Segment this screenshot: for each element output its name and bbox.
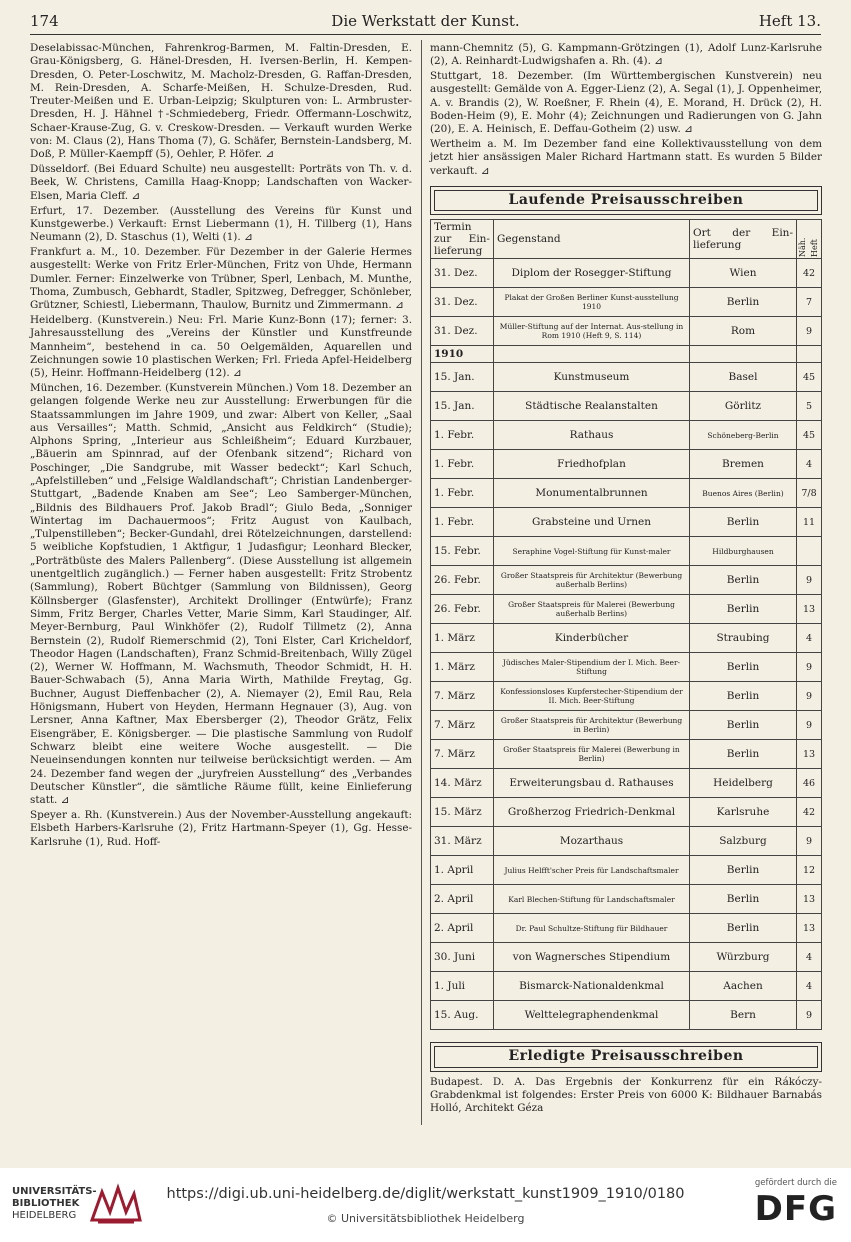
cell-date: 15. Febr. — [431, 537, 494, 566]
cell-place: Würzburg — [690, 943, 797, 972]
cell-number: 9 — [797, 653, 822, 682]
cell-number: 13 — [797, 914, 822, 943]
cell-subject: Großherzog Friedrich-Denkmal — [494, 798, 690, 827]
cell-date: 2. April — [431, 885, 494, 914]
article-paragraph: Stuttgart, 18. Dezember. (Im Württembergischen Kunstverein) neu ausgestellt: Gemälde von A. Egger-Lienz (2), A. Segal (1), J. Oppenheimer, A. v. Brandis (2), W. Roeßner, F. Rhein (4), E. Morand, H. Drück (2), H. Boden-Heim (9), E. Mohr (4); Zeichnungen und Radierungen von G. Jahn (20), E. A. Heinisch, E. Deffau-Gotheim (2) usw. ⊿ — [430, 70, 822, 136]
table-row — [431, 450, 822, 479]
cell-place: Berlin — [690, 711, 797, 740]
cell-number: 9 — [797, 317, 822, 346]
cell-date: 15. März — [431, 798, 494, 827]
competitions-table — [430, 219, 822, 1030]
cell-place: Buenos Aires (Berlin) — [690, 479, 797, 508]
cell-place: Berlin — [690, 653, 797, 682]
cell-number: 42 — [797, 798, 822, 827]
journal-title: Die Werkstatt der Kunst. — [331, 12, 520, 30]
permalink-url[interactable]: https://digi.ub.uni-heidelberg.de/diglit/werkstatt_kunst1909_1910/0180 — [166, 1186, 685, 1202]
cell-subject: Dr. Paul Schultze-Stiftung für Bildhauer — [494, 914, 690, 943]
completed-text: Budapest. D. A. Das Ergebnis der Konkurrenz für ein Rákóczy-Grabdenkmal ist folgendes: Erster Preis von 6000 K: Bildhauer Barnabás Holló, Architekt Géza — [430, 1075, 822, 1115]
cell-date: 1. April — [431, 856, 494, 885]
cell-number: 42 — [797, 259, 822, 288]
page-number: 174 — [30, 12, 59, 30]
table-row — [431, 288, 822, 317]
cell-number: 7 — [797, 288, 822, 317]
library-line-2: BIBLIOTHEK — [12, 1198, 80, 1209]
table-row — [431, 1001, 822, 1030]
cell-subject: von Wagnersches Stipendium — [494, 943, 690, 972]
page-header — [30, 12, 821, 32]
cell-subject: Seraphine Vogel-Stiftung für Kunst-maler — [494, 537, 690, 566]
cell-number — [797, 537, 822, 566]
cell-subject: Monumentalbrunnen — [494, 479, 690, 508]
cell-place: Berlin — [690, 288, 797, 317]
article-paragraph: Deselabissac-München, Fahrenkrog-Barmen, M. Faltin-Dresden, E. Grau-Königsberg, G. Hänel-Dresden, H. Iversen-Berlin, H. Kempen-Dresden, O. Peter-Loschwitz, M. Macholz-Dresden, G. Raffan-Dresden, M. Rein-Dresden, A. Scharfe-Meißen, H. Schulze-Dresden, Rud. Treuter-Meißen und E. Urban-Leipzig; Skulpturen von: L. Armbruster-Dresden, H. J. Hähnel †-Schmiedeberg, Friedr. Offermann-Loschwitz, Schaer-Krause-Zug, G. v. Creskow-Dresden. — Verkauft wurden Werke von: M. Claus (2), Hans Thoma (7), G. Schäfer, Bernstein-Landsberg, M. Doß, P. Müller-Kaempff (5), Oehler, P. Höfer. ⊿ — [30, 42, 412, 161]
table-row — [431, 885, 822, 914]
cell-place: Schöneberg-Berlin — [690, 421, 797, 450]
cell-subject: Welttelegraphendenkmal — [494, 1001, 690, 1030]
cell-number: 4 — [797, 450, 822, 479]
article-paragraph: Erfurt, 17. Dezember. (Ausstellung des Vereins für Kunst und Kunstgewerbe.) Verkauft: Ernst Liebermann (1), H. Tillberg (1), Hans Neumann (2), D. Staschus (1), Welti (1). ⊿ — [30, 204, 412, 244]
table-row — [431, 711, 822, 740]
cell-place: Basel — [690, 363, 797, 392]
cell-date: 2. April — [431, 914, 494, 943]
table-row — [431, 566, 822, 595]
cell-date: 7. März — [431, 740, 494, 769]
cell-number: 11 — [797, 508, 822, 537]
cell-place: Görlitz — [690, 392, 797, 421]
running-competitions-heading — [430, 186, 822, 215]
year-row — [431, 346, 822, 363]
cell-date: 15. Jan. — [431, 363, 494, 392]
col-header-date: Termin zur Ein-lieferung — [431, 220, 494, 259]
article-paragraph: Wertheim a. M. Im Dezember fand eine Kollektivausstellung von dem jetzt hier ansässigen Maler Richard Hartmann statt. Es wurden 5 Bilder verkauft. ⊿ — [430, 138, 822, 177]
cell-place: Heidelberg — [690, 769, 797, 798]
rows-1909 — [431, 259, 822, 346]
cell-subject: Erweiterungsbau d. Rathauses — [494, 769, 690, 798]
year-label: 1910 — [431, 346, 494, 363]
cell-subject: Grabsteine und Urnen — [494, 508, 690, 537]
cell-subject: Großer Staatspreis für Malerei (Bewerbung außerhalb Berlins) — [494, 595, 690, 624]
library-line-3: HEIDELBERG — [12, 1210, 77, 1221]
cell-subject: Müller-Stiftung auf der Internat. Aus-stellung in Rom 1910 (Heft 9, S. 114) — [494, 317, 690, 346]
col-header-number — [797, 220, 822, 259]
cell-date: 26. Febr. — [431, 595, 494, 624]
table-row — [431, 856, 822, 885]
cell-subject: Großer Staatspreis für Malerei (Bewerbung in Berlin) — [494, 740, 690, 769]
cell-place: Rom — [690, 317, 797, 346]
cell-date: 30. Juni — [431, 943, 494, 972]
dfg-logo: DFG — [754, 1189, 837, 1229]
cell-date: 1. Juli — [431, 972, 494, 1001]
cell-subject: Friedhofplan — [494, 450, 690, 479]
completed-competitions-heading — [430, 1042, 822, 1071]
cell-date: 31. Dez. — [431, 259, 494, 288]
cell-date: 1. Febr. — [431, 421, 494, 450]
cell-number: 4 — [797, 972, 822, 1001]
rows-1910 — [431, 363, 822, 1030]
cell-subject: Bismarck-Nationaldenkmal — [494, 972, 690, 1001]
table-row — [431, 259, 822, 288]
cell-place: Aachen — [690, 972, 797, 1001]
table-row — [431, 827, 822, 856]
cell-date: 1. Febr. — [431, 508, 494, 537]
cell-subject: Kinderbücher — [494, 624, 690, 653]
table-row — [431, 943, 822, 972]
cell-subject: Großer Staatspreis für Architektur (Bewerbung in Berlin) — [494, 711, 690, 740]
table-row — [431, 740, 822, 769]
cell-subject: Jüdisches Maler-Stipendium der I. Mich. Beer-Stiftung — [494, 653, 690, 682]
table-header-row — [431, 220, 822, 259]
cell-place: Karlsruhe — [690, 798, 797, 827]
library-line-1: UNIVERSITÄTS- — [12, 1186, 97, 1197]
col-header-place: Ort der Ein-lieferung — [690, 220, 797, 259]
cell-number: 9 — [797, 682, 822, 711]
header-rule — [30, 34, 821, 35]
table-row — [431, 972, 822, 1001]
cell-place: Bern — [690, 1001, 797, 1030]
table-row — [431, 421, 822, 450]
cell-date: 1. März — [431, 624, 494, 653]
cell-number: 45 — [797, 421, 822, 450]
cell-place: Salzburg — [690, 827, 797, 856]
cell-date: 1. Febr. — [431, 479, 494, 508]
cell-number: 9 — [797, 1001, 822, 1030]
cell-date: 26. Febr. — [431, 566, 494, 595]
cell-place: Berlin — [690, 566, 797, 595]
running-competitions-title: Laufende Preisausschreiben — [434, 190, 818, 211]
cell-subject: Diplom der Rosegger-Stiftung — [494, 259, 690, 288]
cell-date: 1. März — [431, 653, 494, 682]
table-row — [431, 508, 822, 537]
article-paragraph: Düsseldorf. (Bei Eduard Schulte) neu ausgestellt: Porträts von Th. v. d. Beek, W. Christens, Camilla Haag-Knopp; Landschaften von Wacker-Elsen, Maria Cleff. ⊿ — [30, 163, 412, 202]
column-separator — [421, 40, 422, 1125]
table-row — [431, 537, 822, 566]
completed-competitions-title: Erledigte Preisausschreiben — [434, 1046, 818, 1067]
cell-number: 12 — [797, 856, 822, 885]
copyright-notice: © Universitätsbibliothek Heidelberg — [326, 1212, 525, 1225]
cell-date: 31. Dez. — [431, 317, 494, 346]
cell-number: 4 — [797, 624, 822, 653]
cell-place: Berlin — [690, 595, 797, 624]
table-row — [431, 363, 822, 392]
cell-subject: Karl Blechen-Stiftung für Landschaftsmaler — [494, 885, 690, 914]
cell-date: 7. März — [431, 711, 494, 740]
year-divider — [431, 346, 822, 363]
table-row — [431, 653, 822, 682]
issue-number: Heft 13. — [758, 12, 821, 30]
cell-subject: Städtische Realanstalten — [494, 392, 690, 421]
cell-date: 31. März — [431, 827, 494, 856]
cell-subject: Konfessionsloses Kupferstecher-Stipendium der II. Mich. Beer-Stiftung — [494, 682, 690, 711]
cell-number: 13 — [797, 885, 822, 914]
cell-date: 31. Dez. — [431, 288, 494, 317]
table-row — [431, 479, 822, 508]
article-paragraph: mann-Chemnitz (5), G. Kampmann-Grötzingen (1), Adolf Lunz-Karlsruhe (2), A. Reinhardt-Ludwigshafen a. Rh. (4). ⊿ — [430, 42, 822, 68]
funding-caption: gefördert durch die — [754, 1178, 837, 1188]
table-row — [431, 682, 822, 711]
cell-place: Wien — [690, 259, 797, 288]
table-row — [431, 798, 822, 827]
right-column — [430, 42, 822, 1117]
cell-number: 4 — [797, 943, 822, 972]
cell-date: 1. Febr. — [431, 450, 494, 479]
cell-number: 13 — [797, 595, 822, 624]
cell-place: Berlin — [690, 885, 797, 914]
article-paragraph: Heidelberg. (Kunstverein.) Neu: Frl. Marie Kunz-Bonn (17); ferner: 3. Jahresausstellung des „Vereins der Künstler und Kunstfreunde Mannheim“, bestehend in ca. 50 Oelgemälden, Aquarellen und Zeichnungen sowie 10 plastischen Werken; Frl. Frieda Apfel-Heidelberg (5), Heinr. Hoffmann-Heidelberg (12). ⊿ — [30, 313, 412, 380]
cell-number: 45 — [797, 363, 822, 392]
table-row — [431, 914, 822, 943]
cell-subject: Kunstmuseum — [494, 363, 690, 392]
table-row — [431, 392, 822, 421]
article-paragraph: Frankfurt a. M., 10. Dezember. Für Dezember in der Galerie Hermes ausgestellt: Werke von Fritz Erler-München, Fritz von Uhde, Hermann Dumler. Ferner: Einzelwerke von Trübner, Sperl, Lenbach, M. Munthe, Thoma, Zumbusch, Gebhardt, Stadler, Spitzweg, Defregger, Schönleber, Grützner, Schiestl, Liebermann, Thaulow, Burnitz und Zimmermann. ⊿ — [30, 245, 412, 312]
cell-subject: Mozarthaus — [494, 827, 690, 856]
cell-subject: Plakat der Großen Berliner Kunst-ausstellung 1910 — [494, 288, 690, 317]
cell-number: 9 — [797, 827, 822, 856]
cell-place: Straubing — [690, 624, 797, 653]
cell-place: Berlin — [690, 914, 797, 943]
cell-number: 5 — [797, 392, 822, 421]
cell-number: 9 — [797, 711, 822, 740]
table-row — [431, 595, 822, 624]
cell-subject: Großer Staatspreis für Architektur (Bewerbung außerhalb Berlins) — [494, 566, 690, 595]
cell-number: 13 — [797, 740, 822, 769]
col-header-subject: Gegenstand — [494, 220, 690, 259]
cell-number: 7/8 — [797, 479, 822, 508]
cell-place: Berlin — [690, 740, 797, 769]
cell-date: 7. März — [431, 682, 494, 711]
viewer-footer — [0, 1168, 851, 1242]
article-paragraph: München, 16. Dezember. (Kunstverein München.) Vom 18. Dezember an gelangen folgende Werke neu zur Ausstellung: Erwerbungen für die Staatssammlungen im Jahre 1909, und zwar: Albert von Keller, „Saal aus Versailles“; Matth. Schmid, „Ansicht aus Feldkirch“ (Studie); Alphons Spring, „Interieur aus Schleißheim“; Eduard Kurzbauer, „Bäuerin am Spinnrad, auf der Ofenbank sitzend“; Richard von Poschinger, „Die Sandgrube, mit Wasser bedeckt“; Karl Schuch, „Apfelstilleben“ und „Felsige Waldlandschaft“; Christian Landenberger-Stuttgart, „Badende Knaben am See“; Leo Samberger-München, „Bildnis des Bildhauers Prof. Jakob Bradl“; Giulo Beda, „Sonniger Wintertag im Dachauermoos“; Fritz August von Kaulbach, „Tulpenstilleben“; Becker-Gundahl, drei Rötelzeichnungen, darstellend: 5 weibliche Kopfstudien, 1 Aktfigur, 1 Judasfigur; Leonhard Blecker, „Porträtbüste des Malers Pallenberg“. (Diese Ausstellung ist allgemein unentgeltlich zugänglich.) — Ferner haben ausgestellt: Fritz Strobentz (Sammlung), Robert Büchtger (Sammlung von Bildnissen), Georg Köllnsberger (Glasfenster), Architekt Drollinger (Entwürfe); Franz Simm, Fritz Berger, Charles Vetter, Marie Simm, Karl Staudinger, Alf. Meyer-Bernburg, Paul Winkhöfer (2), Rudolf Tillmetz (2), Anna Bernstein (2), Rudolf Riemerschmid (2), Toni Elster, Carl Kricheldorf, Theodor Hagen (Landschaften), Franz Schmid-Breitenbach, Willy Zügel (2), Werner W. Hoffmann, M. Wachsmuth, Theodor Schmidt, H. H. Bauer-Schwabach (5), Anna Maria Wirth, Mathilde Freytag, Gg. Buchner, August Dieffenbacher (2), A. Niemayer (2), Emil Rau, Rela Hönigsmann, Hubert von Heyden, Hermann Hegnauer (3), Aug. von Lersner, Anna Kaftner, Max Ebersberger (2), Theodor Grätz, Felix Eisengräber, E. Königsberger. — Die plastische Sammlung von Rudolf Schwarz bleibt eine weitere Woche ausgestellt. — Die Neueinsendungen konnten nur teilweise berücksichtigt werden. — Am 24. Dezember fand wegen der „juryfreien Ausstellung“ des „Verbandes Deutscher Künstler“, die sämtliche Räume füllt, keine Einlieferung statt. ⊿ — [30, 381, 412, 807]
cell-date: 15. Jan. — [431, 392, 494, 421]
cell-place: Hildburghausen — [690, 537, 797, 566]
cell-subject: Julius Helfft'scher Preis für Landschaftsmaler — [494, 856, 690, 885]
col-header-number-label: Näh. Heft — [798, 237, 819, 257]
cell-place: Bremen — [690, 450, 797, 479]
cell-number: 46 — [797, 769, 822, 798]
table-row — [431, 769, 822, 798]
cell-date: 15. Aug. — [431, 1001, 494, 1030]
cell-subject: Rathaus — [494, 421, 690, 450]
cell-place: Berlin — [690, 508, 797, 537]
cell-place: Berlin — [690, 682, 797, 711]
cell-number: 9 — [797, 566, 822, 595]
left-column — [30, 42, 412, 850]
cell-place: Berlin — [690, 856, 797, 885]
table-row — [431, 317, 822, 346]
cell-date: 14. März — [431, 769, 494, 798]
article-paragraph: Speyer a. Rh. (Kunstverein.) Aus der November-Ausstellung angekauft: Elsbeth Harbers-Karlsruhe (2), Fritz Hartmann-Speyer (1), Gg. Hesse-Karlsruhe (1), Rud. Hoff- — [30, 808, 412, 848]
right-column-intro — [430, 42, 822, 178]
table-row — [431, 624, 822, 653]
